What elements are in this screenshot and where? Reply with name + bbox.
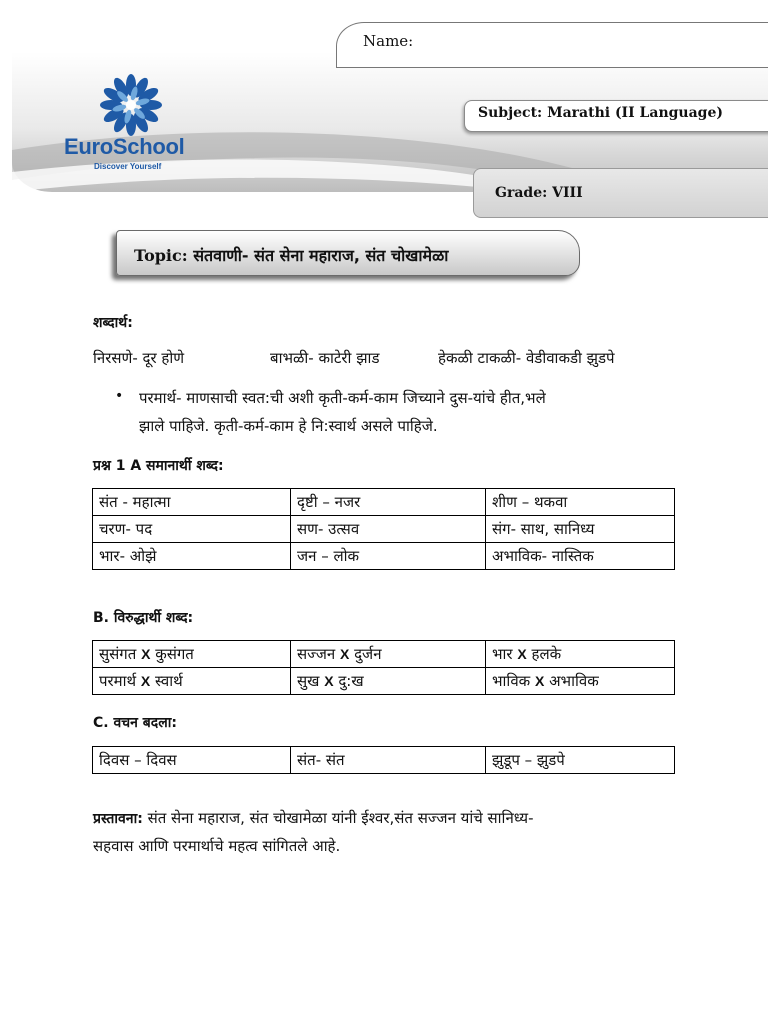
section-b-heading: B. विरुद्धार्थी शब्द: bbox=[93, 610, 194, 626]
euroschool-logo-icon bbox=[98, 74, 164, 136]
intro-paragraph bbox=[93, 808, 673, 828]
name-label: Name: bbox=[363, 32, 414, 50]
section-a-heading: प्रश्न 1 A समानार्थी शब्द: bbox=[93, 458, 224, 474]
glossary-bullet-line: झाले पाहिजे. कृती-कर्म-काम हे नि:स्वार्थ असले पाहिजे. bbox=[139, 417, 438, 435]
table-cell: भाविक X अभाविक bbox=[486, 668, 675, 695]
table-cell: सण- उत्सव bbox=[291, 516, 486, 543]
topic-title bbox=[134, 244, 448, 266]
table-cell: परमार्थ X स्वार्थ bbox=[93, 668, 291, 695]
glossary-heading: शब्दार्थ: bbox=[93, 315, 133, 331]
table-row bbox=[93, 489, 675, 516]
table-row bbox=[93, 668, 675, 695]
table-cell: चरण- पद bbox=[93, 516, 291, 543]
logo-wordmark: EuroSchool bbox=[64, 134, 185, 159]
section-c-heading: C. वचन बदला: bbox=[93, 715, 177, 731]
table-cell: सज्जन X दुर्जन bbox=[291, 641, 486, 668]
topic-text: संतवाणी- संत सेना महाराज, संत चोखामेळा bbox=[193, 246, 449, 265]
table-cell: शीण – थकवा bbox=[486, 489, 675, 516]
table-row bbox=[93, 641, 675, 668]
intro-line: संत सेना महाराज, संत चोखामेळा यांनी ईश्वर,संत सज्जन यांचे सानिध्य- bbox=[147, 809, 534, 827]
antonyms-table bbox=[92, 640, 675, 695]
table-row bbox=[93, 543, 675, 570]
table-cell: भार- ओझे bbox=[93, 543, 291, 570]
glossary-bullet-line: परमार्थ- माणसाची स्वत:ची अशी कृती-कर्म-काम जिच्याने दुस-यांचे हीत,भले bbox=[139, 389, 546, 407]
topic-label: Topic: bbox=[134, 246, 188, 265]
table-cell: सुसंगत X कुसंगत bbox=[93, 641, 291, 668]
table-cell: झुडूप – झुडपे bbox=[486, 747, 675, 774]
glossary-item: निरसणे- दूर होणे bbox=[93, 349, 185, 367]
table-cell: भार X हलके bbox=[486, 641, 675, 668]
grade-label: Grade: VIII bbox=[495, 185, 583, 201]
table-cell: सुख X दु:ख bbox=[291, 668, 486, 695]
intro-label: प्रस्तावना: bbox=[93, 811, 143, 827]
plural-table bbox=[92, 746, 675, 774]
table-cell: जन – लोक bbox=[291, 543, 486, 570]
glossary-item: बाभळी- काटेरी झाड bbox=[270, 349, 380, 367]
subject-label: Subject: Marathi (II Language) bbox=[478, 105, 723, 121]
logo-tagline: Discover Yourself bbox=[94, 162, 162, 171]
table-cell: संत- संत bbox=[291, 747, 486, 774]
table-row bbox=[93, 516, 675, 543]
table-cell: दृष्टी – नजर bbox=[291, 489, 486, 516]
synonyms-table bbox=[92, 488, 675, 570]
table-cell: संत - महात्मा bbox=[93, 489, 291, 516]
table-row bbox=[93, 747, 675, 774]
table-cell: संग- साथ, सानिध्य bbox=[486, 516, 675, 543]
bullet-dot: • bbox=[115, 388, 124, 404]
intro-line: सहवास आणि परमार्थाचे महत्व सांगितले आहे. bbox=[93, 837, 341, 855]
glossary-item: हेकळी टाकळी- वेडीवाकडी झुडपे bbox=[438, 349, 615, 367]
table-cell: अभाविक- नास्तिक bbox=[486, 543, 675, 570]
table-cell: दिवस – दिवस bbox=[93, 747, 291, 774]
